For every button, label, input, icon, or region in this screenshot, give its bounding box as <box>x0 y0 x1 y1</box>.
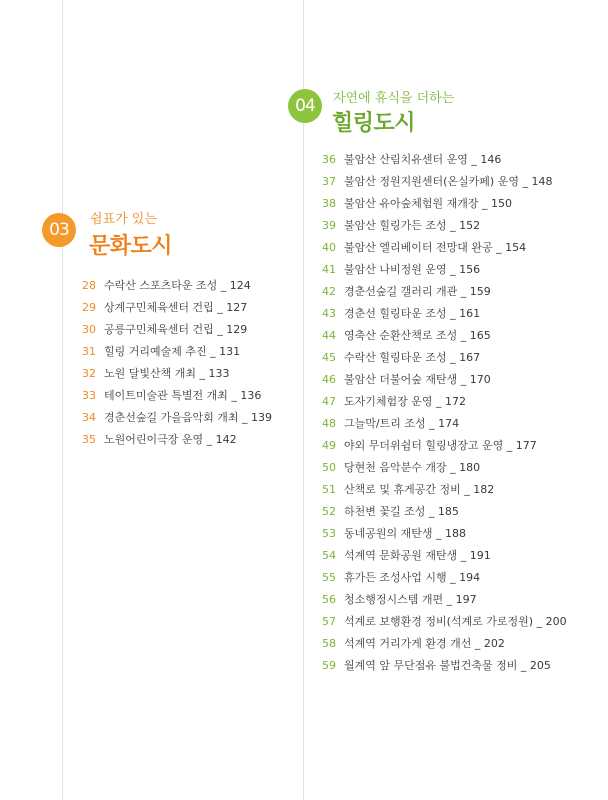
toc-entry[interactable] <box>322 193 567 215</box>
entry-title: 힐링 거리예술제 추진 _ 131 <box>104 345 241 358</box>
toc-entry[interactable] <box>82 275 272 297</box>
entry-title: 석계역 거리가게 환경 개선 _ 202 <box>344 637 505 650</box>
entry-title: 노원어린이극장 운영 _ 142 <box>104 433 237 446</box>
page-margin-line <box>62 0 63 800</box>
toc-entry[interactable] <box>82 341 272 363</box>
toc-entry[interactable] <box>322 567 567 589</box>
entry-title: 경춘선 힐링타운 조성 _ 161 <box>344 307 481 320</box>
entry-number: 53 <box>322 527 336 540</box>
toc-entry[interactable] <box>322 281 567 303</box>
toc-entry[interactable] <box>322 259 567 281</box>
entry-title: 불암산 정원지원센터(온실카페) 운영 _ 148 <box>344 175 553 188</box>
toc-entry[interactable] <box>322 391 567 413</box>
entry-title: 휴가든 조성사업 시행 _ 194 <box>344 571 481 584</box>
entry-number: 54 <box>322 549 336 562</box>
entry-number: 51 <box>322 483 336 496</box>
entry-number: 56 <box>322 593 336 606</box>
entry-title: 불암산 더불어숲 재탄생 _ 170 <box>344 373 491 386</box>
toc-list-section-03 <box>82 275 272 451</box>
toc-entry[interactable] <box>82 319 272 341</box>
entry-number: 34 <box>82 411 96 424</box>
entry-number: 37 <box>322 175 336 188</box>
entry-title: 불암산 산림치유센터 운영 _ 146 <box>344 153 502 166</box>
toc-entry[interactable] <box>322 369 567 391</box>
entry-title: 공릉구민체육센터 건립 _ 129 <box>104 323 248 336</box>
entry-title: 불암산 나비정원 운영 _ 156 <box>344 263 481 276</box>
entry-number: 49 <box>322 439 336 452</box>
entry-title: 경춘선숲길 갤러리 개관 _ 159 <box>344 285 491 298</box>
entry-number: 39 <box>322 219 336 232</box>
entry-title: 테이트미술관 특별전 개최 _ 136 <box>104 389 262 402</box>
section-subtitle: 자연에 휴식을 더하는 <box>333 91 455 106</box>
entry-number: 57 <box>322 615 336 628</box>
entry-number: 31 <box>82 345 96 358</box>
toc-entry[interactable] <box>322 633 567 655</box>
entry-title: 석계로 보행환경 정비(석계로 가로정원) _ 200 <box>344 615 567 628</box>
toc-entry[interactable] <box>322 171 567 193</box>
toc-entry[interactable] <box>322 303 567 325</box>
entry-title: 하천변 꽃길 조성 _ 185 <box>344 505 459 518</box>
entry-number: 44 <box>322 329 336 342</box>
toc-entry[interactable] <box>322 237 567 259</box>
entry-number: 59 <box>322 659 336 672</box>
toc-entry[interactable] <box>82 429 272 451</box>
entry-title: 불암산 힐링가든 조성 _ 152 <box>344 219 481 232</box>
entry-title: 석계역 문화공원 재탄생 _ 191 <box>344 549 491 562</box>
entry-title: 도자기체험장 운영 _ 172 <box>344 395 466 408</box>
entry-number: 32 <box>82 367 96 380</box>
entry-title: 그늘막/트리 조성 _ 174 <box>344 417 460 430</box>
toc-list-section-04 <box>322 149 567 677</box>
entry-title: 수락산 힐링타운 조성 _ 167 <box>344 351 481 364</box>
section-title: 문화도시 <box>89 234 173 259</box>
section-number-badge: 04 <box>288 89 322 123</box>
toc-entry[interactable] <box>322 347 567 369</box>
entry-number: 48 <box>322 417 336 430</box>
entry-number: 52 <box>322 505 336 518</box>
toc-entry[interactable] <box>322 655 567 677</box>
entry-title: 수락산 스포츠타운 조성 _ 124 <box>104 279 251 292</box>
toc-entry[interactable] <box>82 407 272 429</box>
section-title: 힐링도시 <box>332 111 416 136</box>
entry-number: 55 <box>322 571 336 584</box>
entry-title: 청소행정시스템 개편 _ 197 <box>344 593 477 606</box>
entry-number: 41 <box>322 263 336 276</box>
toc-entry[interactable] <box>322 611 567 633</box>
entry-number: 28 <box>82 279 96 292</box>
entry-number: 46 <box>322 373 336 386</box>
entry-number: 50 <box>322 461 336 474</box>
entry-number: 35 <box>82 433 96 446</box>
toc-entry[interactable] <box>322 545 567 567</box>
entry-number: 40 <box>322 241 336 254</box>
entry-title: 월계역 앞 무단점유 불법건축물 정비 _ 205 <box>344 659 551 672</box>
toc-entry[interactable] <box>322 501 567 523</box>
entry-title: 산책로 및 휴게공간 정비 _ 182 <box>344 483 495 496</box>
toc-entry[interactable] <box>322 325 567 347</box>
section-number-badge: 03 <box>42 213 76 247</box>
entry-title: 불암산 유아숲체험원 재개장 _ 150 <box>344 197 512 210</box>
entry-number: 33 <box>82 389 96 402</box>
toc-entry[interactable] <box>322 215 567 237</box>
entry-title: 영축산 순환산책로 조성 _ 165 <box>344 329 491 342</box>
entry-number: 36 <box>322 153 336 166</box>
toc-entry[interactable] <box>82 297 272 319</box>
entry-number: 45 <box>322 351 336 364</box>
entry-title: 경춘선숲길 가을음악회 개최 _ 139 <box>104 411 272 424</box>
toc-entry[interactable] <box>322 589 567 611</box>
entry-number: 47 <box>322 395 336 408</box>
toc-entry[interactable] <box>322 149 567 171</box>
entry-title: 상계구민체육센터 건립 _ 127 <box>104 301 248 314</box>
entry-number: 38 <box>322 197 336 210</box>
toc-entry[interactable] <box>82 385 272 407</box>
entry-number: 42 <box>322 285 336 298</box>
entry-title: 당현천 음악분수 개장 _ 180 <box>344 461 481 474</box>
entry-title: 동네공원의 재탄생 _ 188 <box>344 527 466 540</box>
section-subtitle: 쉼표가 있는 <box>90 212 157 227</box>
toc-entry[interactable] <box>322 435 567 457</box>
entry-number: 43 <box>322 307 336 320</box>
entry-title: 노원 달빛산책 개최 _ 133 <box>104 367 230 380</box>
toc-entry[interactable] <box>322 457 567 479</box>
toc-entry[interactable] <box>322 479 567 501</box>
entry-number: 30 <box>82 323 96 336</box>
entry-title: 불암산 엘리베이터 전망대 완공 _ 154 <box>344 241 527 254</box>
entry-number: 58 <box>322 637 336 650</box>
entry-number: 29 <box>82 301 96 314</box>
toc-entry[interactable] <box>322 413 567 435</box>
toc-entry[interactable] <box>82 363 272 385</box>
toc-entry[interactable] <box>322 523 567 545</box>
entry-title: 야외 무더위쉼터 힐링냉장고 운영 _ 177 <box>344 439 537 452</box>
